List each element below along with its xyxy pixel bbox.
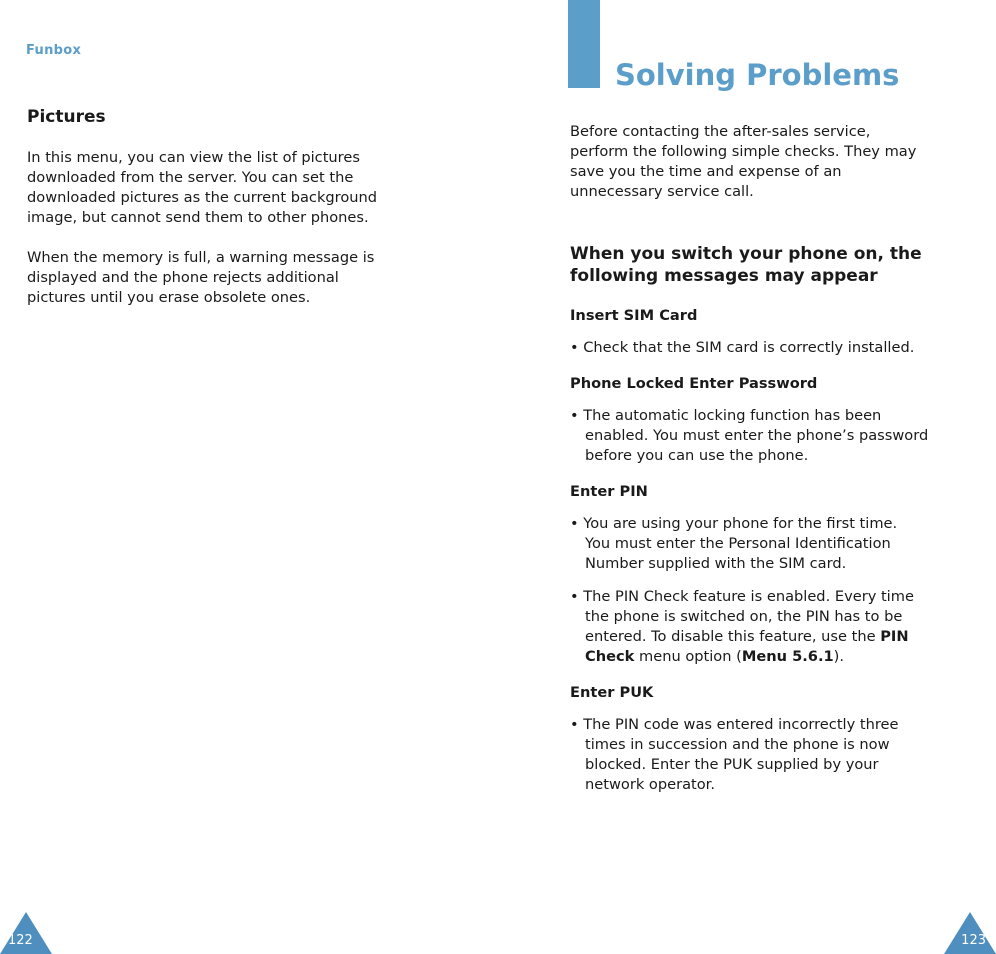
bullet-enter-pin-check: [570, 587, 970, 667]
bullet-insert-sim: • Check that the SIM card is correctly installed.: [570, 339, 915, 356]
page-number-right: 123: [961, 933, 986, 948]
item-title-enter-puk: Enter PUK: [570, 684, 654, 701]
page-number-left: 122: [8, 933, 33, 948]
pictures-heading: Pictures: [27, 107, 106, 127]
pin-check-text-after: ).: [833, 648, 844, 665]
right-content: [570, 122, 970, 811]
intro-paragraph: Before contacting the after-sales service, perform the following simple checks. They may save you the time and expense of an unnecessary service call.: [570, 123, 917, 200]
pin-check-text-middle: menu option (: [634, 648, 742, 665]
right-page: [498, 0, 996, 954]
section-header: Funbox: [26, 43, 82, 58]
messages-subheading: When you switch your phone on, the following messages may appear: [570, 244, 922, 286]
title-accent-bar: [568, 0, 600, 88]
page-number-badge-left: [0, 912, 52, 954]
bullet-phone-locked: • The automatic locking function has been enabled. You must enter the phone’s password before you can use the phone.: [570, 407, 929, 464]
item-title-phone-locked: Phone Locked Enter Password: [570, 375, 818, 392]
item-title-insert-sim: Insert SIM Card: [570, 307, 698, 324]
pin-check-text-before: • The PIN Check feature is enabled. Every time the phone is switched on, the PIN has to be entered. To disable this feature, use the: [570, 588, 914, 645]
page-title: Solving Problems: [615, 58, 900, 92]
page-number-badge-right: [944, 912, 996, 954]
pin-check-bold: PIN Check: [585, 628, 909, 665]
pictures-paragraph-2: When the memory is full, a warning message is displayed and the phone rejects additional pictures until you erase obsolete ones.: [27, 249, 375, 306]
item-title-enter-pin: Enter PIN: [570, 483, 648, 500]
pictures-paragraph-1: In this menu, you can view the list of pictures downloaded from the server. You can set the downloaded pictures as the current background image, but cannot send them to other phones.: [27, 149, 378, 226]
bullet-enter-puk: • The PIN code was entered incorrectly three times in succession and the phone is now blocked. Enter the PUK supplied by your network operator.: [570, 716, 899, 793]
menu-reference-bold: Menu 5.6.1: [741, 648, 834, 665]
left-content: [27, 106, 427, 328]
bullet-enter-pin-first-time: • You are using your phone for the first time. You must enter the Personal Identification Number supplied with the SIM card.: [570, 515, 898, 572]
